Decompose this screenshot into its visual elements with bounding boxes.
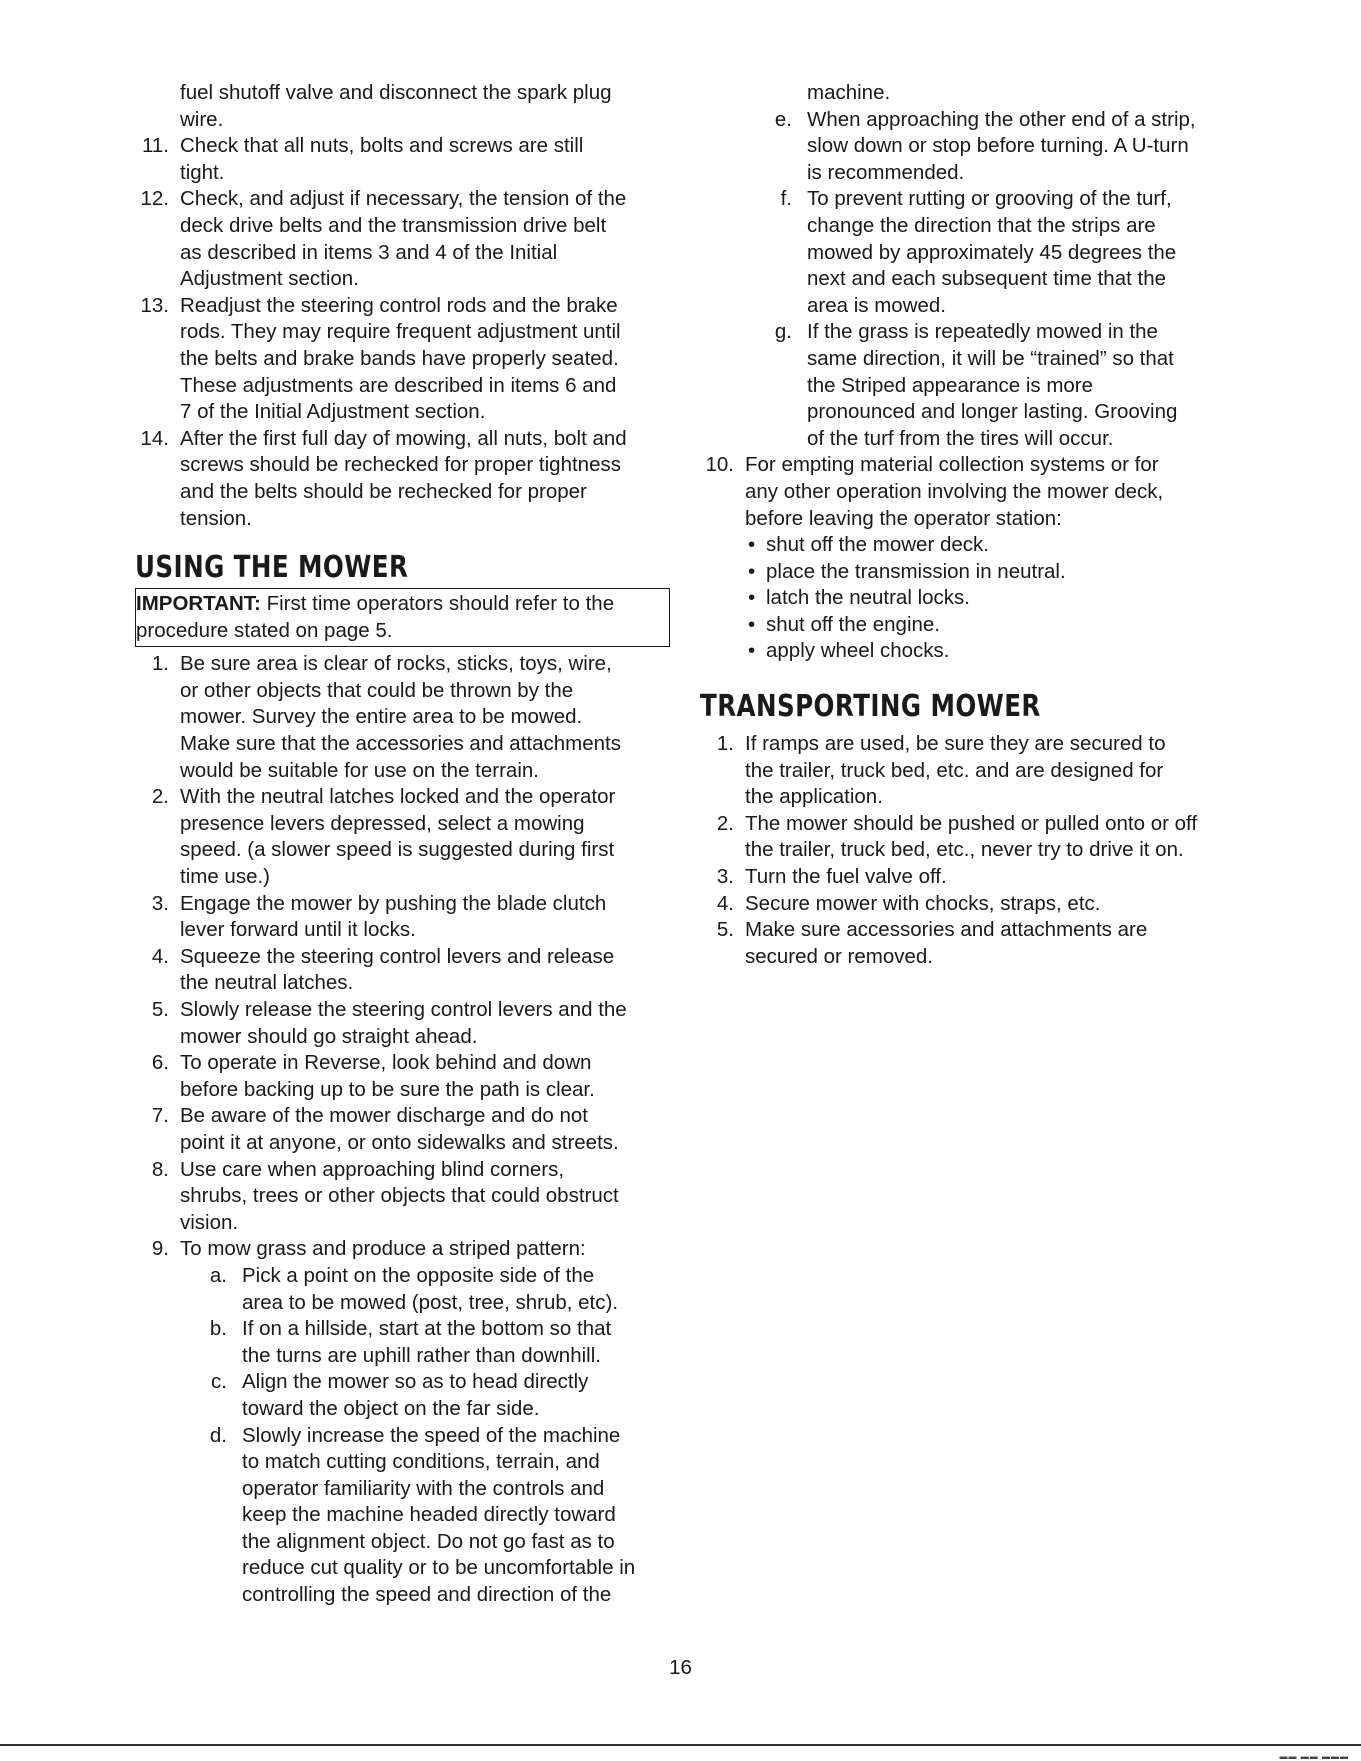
item-number: 14. xyxy=(140,426,169,450)
important-label: IMPORTANT: xyxy=(136,592,261,616)
bullet-item xyxy=(700,612,1240,639)
text-line: area is mowed. xyxy=(807,293,947,317)
important-notice xyxy=(135,588,670,647)
item-number: 3. xyxy=(151,891,169,915)
using-item-6 xyxy=(135,1050,675,1103)
text-line: Secure mower with chocks, straps, etc. xyxy=(745,891,1101,915)
text-line: pronounced and longer lasting. Grooving xyxy=(807,400,1178,424)
text-line: If ramps are used, be sure they are secured to xyxy=(745,732,1166,756)
text-line: Be sure area is clear of rocks, sticks, toys, wire, xyxy=(180,652,612,676)
sub-item-letter: f. xyxy=(780,187,792,211)
text-line: same direction, it will be “trained” so that xyxy=(807,346,1174,370)
item-number: 13. xyxy=(140,293,169,317)
bullet-dot-icon: • xyxy=(748,586,756,610)
bullet-text: place the transmission in neutral. xyxy=(766,559,1066,583)
continued-text: machine. xyxy=(807,81,891,104)
text-line: of the turf from the tires will occur. xyxy=(807,426,1114,450)
left-column xyxy=(135,80,675,1609)
text-line: Turn the fuel valve off. xyxy=(745,865,947,889)
sub-item-c xyxy=(135,1369,675,1422)
text-line: as described in items 3 and 4 of the Initial xyxy=(180,240,558,264)
text-line: For empting material collection systems or for xyxy=(745,453,1159,477)
text-line: Pick a point on the opposite side of the xyxy=(242,1263,595,1287)
section-heading-using-the-mower: USING THE MOWER xyxy=(135,550,409,586)
bullet-item xyxy=(700,638,1240,665)
text-line: any other operation involving the mower deck, xyxy=(745,479,1164,503)
text-line: time use.) xyxy=(180,865,270,889)
using-item-5 xyxy=(135,997,675,1050)
text-line: toward the object on the far side. xyxy=(242,1396,540,1420)
bullet-dot-icon: • xyxy=(748,559,756,583)
using-item-10 xyxy=(700,452,1240,532)
text-line: fuel shutoff valve and disconnect the spark plug xyxy=(180,81,612,104)
text-line: With the neutral latches locked and the operator xyxy=(180,785,616,809)
using-item-2 xyxy=(135,784,675,890)
using-item-7 xyxy=(135,1103,675,1156)
item-number: 5. xyxy=(716,918,734,942)
text-line: next and each subsequent time that the xyxy=(807,267,1167,291)
text-line: To operate in Reverse, look behind and down xyxy=(180,1051,592,1075)
bullet-text: latch the neutral locks. xyxy=(766,586,970,610)
text-line: The mower should be pushed or pulled onto or off xyxy=(745,811,1198,835)
text-line: the alignment object. Do not go fast as to xyxy=(242,1529,615,1553)
text-line: To mow grass and produce a striped pattern: xyxy=(180,1237,586,1261)
text-line: would be suitable for use on the terrain. xyxy=(180,758,539,782)
text-line: After the first full day of mowing, all nuts, bolt and xyxy=(180,426,627,450)
transport-item-3 xyxy=(700,864,1240,891)
text-line: mower should go straight ahead. xyxy=(180,1024,478,1048)
bullet-text: apply wheel chocks. xyxy=(766,639,950,663)
text-line: Align the mower so as to head directly xyxy=(242,1370,589,1394)
item-number: 7. xyxy=(151,1104,169,1128)
important-line-2: procedure stated on page 5. xyxy=(136,618,393,642)
sub-item-letter: g. xyxy=(774,320,792,344)
item-number: 2. xyxy=(151,785,169,809)
text-line: Squeeze the steering control levers and release xyxy=(180,944,615,968)
item-number: 3. xyxy=(716,865,734,889)
page-number: 16 xyxy=(669,1656,692,1679)
bottom-divider xyxy=(0,1744,1361,1746)
text-line: or other objects that could be thrown by the xyxy=(180,678,574,702)
item-number: 11. xyxy=(142,134,169,158)
text-line: point it at anyone, or onto sidewalks and streets. xyxy=(180,1130,619,1154)
text-line: reduce cut quality or to be uncomfortable in xyxy=(242,1556,636,1580)
bullet-dot-icon: • xyxy=(748,639,756,663)
important-line-1 xyxy=(136,591,665,618)
using-item-8 xyxy=(135,1157,675,1237)
sub-item-letter: a. xyxy=(209,1263,227,1287)
maintenance-item-12 xyxy=(135,186,675,292)
text-line: rods. They may require frequent adjustment until xyxy=(180,320,621,344)
text-line: wire. xyxy=(180,107,224,131)
text-line: the Striped appearance is more xyxy=(807,373,1094,397)
using-item-9 xyxy=(135,1236,675,1263)
text-line: operator familiarity with the controls and xyxy=(242,1476,605,1500)
text-line: the trailer, truck bed, etc. and are designed for xyxy=(745,758,1164,782)
item-number: 10. xyxy=(705,453,734,477)
text-line: secured or removed. xyxy=(745,944,934,968)
text-line: When approaching the other end of a strip, xyxy=(807,107,1196,131)
text-line: lever forward until it locks. xyxy=(180,918,416,942)
sub-item-g xyxy=(700,319,1240,452)
text-line: shrubs, trees or other objects that could obstruct xyxy=(180,1184,619,1208)
sub-item-a xyxy=(135,1263,675,1316)
text-line: the belts and brake bands have properly seated. xyxy=(180,346,619,370)
item-number: 1. xyxy=(151,652,169,676)
text-line: area to be mowed (post, tree, shrub, etc). xyxy=(242,1290,619,1314)
sub-item-letter: e. xyxy=(774,107,792,131)
sub-item-f xyxy=(700,186,1240,319)
text-line: Check, and adjust if necessary, the tension of the xyxy=(180,187,627,211)
important-text: First time operators should refer to the xyxy=(260,592,615,616)
text-line: change the direction that the strips are xyxy=(807,213,1156,237)
text-line: tight. xyxy=(180,160,225,184)
maintenance-item-13 xyxy=(135,293,675,426)
text-line: vision. xyxy=(180,1210,239,1234)
text-line: slow down or stop before turning. A U-turn xyxy=(807,134,1189,158)
text-line: Slowly increase the speed of the machine xyxy=(242,1423,621,1447)
transport-item-2 xyxy=(700,811,1240,864)
sub-item-letter: c. xyxy=(211,1370,227,1394)
item-number: 4. xyxy=(151,944,169,968)
bullet-item xyxy=(700,559,1240,586)
using-item-4 xyxy=(135,944,675,997)
using-item-3 xyxy=(135,891,675,944)
sub-item-d xyxy=(135,1423,675,1609)
text-line: mower. Survey the entire area to be mowed. xyxy=(180,705,583,729)
text-line: Slowly release the steering control levers and the xyxy=(180,998,627,1021)
transport-item-1 xyxy=(700,731,1240,811)
text-line: Readjust the steering control rods and the brake xyxy=(180,293,618,317)
text-line: the application. xyxy=(745,785,883,809)
text-line: keep the machine headed directly toward xyxy=(242,1503,616,1527)
text-line: screws should be rechecked for proper tightness xyxy=(180,453,621,477)
sub-item-e xyxy=(700,107,1240,187)
text-line: the trailer, truck bed, etc., never try to drive it on. xyxy=(745,838,1184,862)
right-column xyxy=(700,80,1240,970)
text-line: These adjustments are described in items 6 and xyxy=(180,373,617,397)
bullet-text: shut off the mower deck. xyxy=(766,533,989,557)
text-line: Make sure that the accessories and attachments xyxy=(180,732,621,756)
text-line: Be aware of the mower discharge and do not xyxy=(180,1104,588,1128)
sub-item-b xyxy=(135,1316,675,1369)
bullet-item xyxy=(700,585,1240,612)
item-number: 8. xyxy=(151,1157,169,1181)
text-line: deck drive belts and the transmission drive belt xyxy=(180,213,607,237)
item-number: 9. xyxy=(151,1237,169,1261)
item-number: 5. xyxy=(151,998,169,1021)
item-number: 4. xyxy=(716,891,734,915)
maintenance-item-11 xyxy=(135,133,675,186)
using-item-1 xyxy=(135,651,675,784)
item-number: 1. xyxy=(716,732,734,756)
text-line: To prevent rutting or grooving of the turf, xyxy=(807,187,1172,211)
text-line: before leaving the operator station: xyxy=(745,506,1062,530)
item-number: 12. xyxy=(140,187,169,211)
section-heading-transporting-mower: TRANSPORTING MOWER xyxy=(700,689,1041,725)
text-line: If on a hillside, start at the bottom so that xyxy=(242,1317,612,1341)
text-line: presence levers depressed, select a mowing xyxy=(180,811,585,835)
sub-item-letter: b. xyxy=(209,1317,227,1341)
text-line: mowed by approximately 45 degrees the xyxy=(807,240,1177,264)
continued-text xyxy=(135,80,675,133)
text-line: is recommended. xyxy=(807,160,965,184)
text-line: to match cutting conditions, terrain, and xyxy=(242,1450,600,1474)
bullet-dot-icon: • xyxy=(748,612,756,636)
text-line: Adjustment section. xyxy=(180,267,359,291)
text-line: the neutral latches. xyxy=(180,971,354,995)
text-line: 7 of the Initial Adjustment section. xyxy=(180,400,486,424)
bullet-dot-icon: • xyxy=(748,533,756,557)
scan-edge-marks: ▬▬ ▬▬ ▬▬▬ xyxy=(1279,1752,1349,1761)
sub-item-letter: d. xyxy=(209,1423,227,1447)
text-line: Check that all nuts, bolts and screws are still xyxy=(180,134,584,158)
text-line: speed. (a slower speed is suggested during first xyxy=(180,838,615,862)
text-line: tension. xyxy=(180,506,252,530)
text-line: If the grass is repeatedly mowed in the xyxy=(807,320,1158,344)
text-line: Engage the mower by pushing the blade clutch xyxy=(180,891,607,915)
text-line: the turns are uphill rather than downhill. xyxy=(242,1343,601,1367)
text-line: controlling the speed and direction of the xyxy=(242,1583,612,1607)
text-line: Use care when approaching blind corners, xyxy=(180,1157,565,1181)
transport-item-5 xyxy=(700,917,1240,970)
item-number: 6. xyxy=(151,1051,169,1075)
text-line: Make sure accessories and attachments are xyxy=(745,918,1148,942)
text-line: and the belts should be rechecked for proper xyxy=(180,479,587,503)
transport-item-4 xyxy=(700,891,1240,918)
item-number: 2. xyxy=(716,811,734,835)
text-line: before backing up to be sure the path is clear. xyxy=(180,1077,595,1101)
bullet-item xyxy=(700,532,1240,559)
maintenance-item-14 xyxy=(135,426,675,532)
bullet-text: shut off the engine. xyxy=(766,612,941,636)
